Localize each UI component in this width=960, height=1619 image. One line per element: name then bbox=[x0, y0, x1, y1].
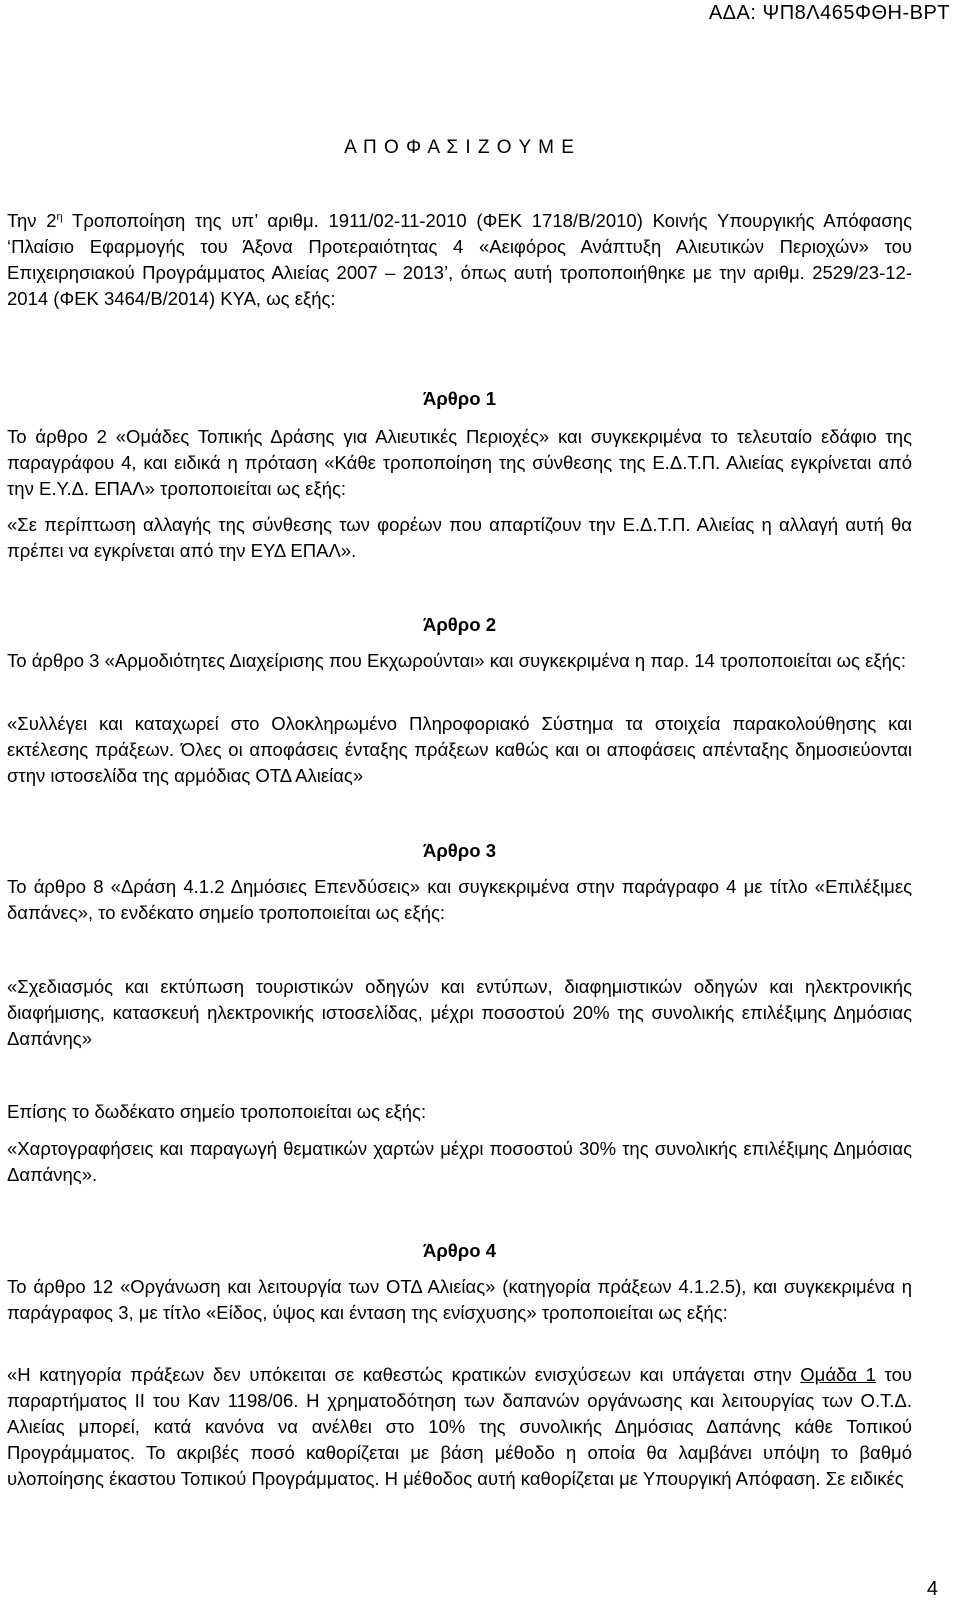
intro-paragraph bbox=[7, 208, 912, 312]
article-1-heading: Άρθρο 1 bbox=[423, 388, 496, 409]
article-4-text-b: του παραρτήματος ΙΙ του Καν 1198/06. Η χρηματοδότηση των δαπανών οργάνωσης και λειτουργίας των Ο.Τ.Δ. Αλιείας μπορεί, κατά κανόνα να ανέλθει στο 10% της συνολικής Δημόσιας Δαπάνης κάθε Τοπικού Προγράμματος. Το ακριβές ποσό καθορίζεται με βάση μέθοδο η οποία θα λαμβάνει υπόψη το βαθμό υλοποίησης έκαστου Τοπικού Προγράμματος. Η μέθοδος αυτή καθορίζεται με Υπουργική Απόφαση. Σε ειδικές bbox=[7, 1364, 912, 1489]
article-3-paragraph-3: Επίσης το δωδέκατο σημείο τροποποιείται ως εξής: bbox=[7, 1101, 427, 1122]
decision-title: Α Π Ο Φ Α Σ Ι Ζ Ο Υ Μ Ε bbox=[344, 137, 575, 158]
article-3-paragraph-1: Το άρθρο 8 «Δράση 4.1.2 Δημόσιες Επενδύσεις» και συγκεκριμένα στην παράγραφο 4 με τίτλο «Επιλέξιμες δαπάνες», το ενδέκατο σημείο τροποποιείται ως εξής: bbox=[7, 876, 912, 923]
article-2-paragraph-1: Το άρθρο 3 «Αρμοδιότητες Διαχείρισης που Εκχωρούνται» και συγκεκριμένα η παρ. 14 τροποποιείται ως εξής: bbox=[7, 650, 906, 671]
article-4-paragraph-1: Το άρθρο 12 «Οργάνωση και λειτουργία των ΟΤΔ Αλιείας» (κατηγορία πράξεων 4.1.2.5), και συγκεκριμένα η παράγραφος 3, με τίτλο «Είδος, ύψος και ένταση της ενίσχυσης» τροποποιείται ως εξής: bbox=[7, 1276, 912, 1323]
intro-superscript: η bbox=[56, 210, 63, 223]
article-3-paragraph-2: «Σχεδιασμός και εκτύπωση τουριστικών οδηγών και εντύπων, διαφημιστικών οδηγών και ηλεκτρονικής διαφήμισης, κατασκευή ηλεκτρονικής ιστοσελίδας, μέχρι ποσοστού 20% της συνολικής επιλέξιμης Δημόσιας Δαπάνης» bbox=[7, 976, 912, 1049]
intro-text-start: Την 2 bbox=[7, 210, 57, 231]
group-1-link[interactable]: Ομάδα 1 bbox=[800, 1364, 876, 1385]
article-3-heading: Άρθρο 3 bbox=[423, 840, 496, 861]
article-4-paragraph-2 bbox=[7, 1362, 912, 1492]
ada-code: ΑΔΑ: ΨΠ8Λ465ΦΘΗ-ΒΡΤ bbox=[708, 2, 950, 24]
article-4-heading: Άρθρο 4 bbox=[423, 1240, 496, 1261]
article-1-paragraph-2: «Σε περίπτωση αλλαγής της σύνθεσης των φορέων που απαρτίζουν την Ε.Δ.Τ.Π. Αλιείας η αλλαγή αυτή θα πρέπει να εγκρίνεται από την ΕΥΔ ΕΠΑΛ». bbox=[7, 514, 912, 561]
article-3-paragraph-4: «Χαρτογραφήσεις και παραγωγή θεματικών χαρτών μέχρι ποσοστού 30% της συνολικής επιλέξιμης Δημόσιας Δαπάνης». bbox=[7, 1138, 912, 1185]
article-1-paragraph-1: Το άρθρο 2 «Ομάδες Τοπικής Δράσης για Αλιευτικές Περιοχές» και συγκεκριμένα το τελευταίο εδάφιο της παραγράφου 4, και ειδικά η πρόταση «Κάθε τροποποίηση της σύνθεσης της Ε.Δ.Τ.Π. Αλιείας εγκρίνεται από την Ε.Υ.Δ. ΕΠΑΛ» τροποποιείται ως εξής: bbox=[7, 426, 912, 499]
article-2-heading: Άρθρο 2 bbox=[423, 614, 496, 635]
article-2-paragraph-2: «Συλλέγει και καταχωρεί στο Ολοκληρωμένο Πληροφοριακό Σύστημα τα στοιχεία παρακολούθησης και εκτέλεσης πράξεων. Όλες οι αποφάσεις ένταξης πράξεων καθώς και οι αποφάσεις απένταξης δημοσιεύονται στην ιστοσελίδα της αρμόδιας ΟΤΔ Αλιείας» bbox=[7, 713, 912, 786]
intro-text-rest: Τροποποίηση της υπ’ αριθμ. 1911/02-11-2010 (ΦΕΚ 1718/Β/2010) Κοινής Υπουργικής Απόφασης ‘Πλαίσιο Εφαρμογής του Άξονα Προτεραιότητας 4 «Αειφόρος Ανάπτυξη Αλιευτικών Περιοχών» του Επιχειρησιακού Προγράμματος Αλιείας 2007 – 2013’, όπως αυτή τροποποιήθηκε με την αριθμ. 2529/23-12-2014 (ΦΕΚ 3464/Β/2014) ΚΥΑ, ως εξής: bbox=[7, 210, 912, 309]
page-number: 4 bbox=[926, 1578, 938, 1600]
article-4-text-a: «Η κατηγορία πράξεων δεν υπόκειται σε καθεστώς κρατικών ενισχύσεων και υπάγεται στην bbox=[7, 1364, 801, 1385]
